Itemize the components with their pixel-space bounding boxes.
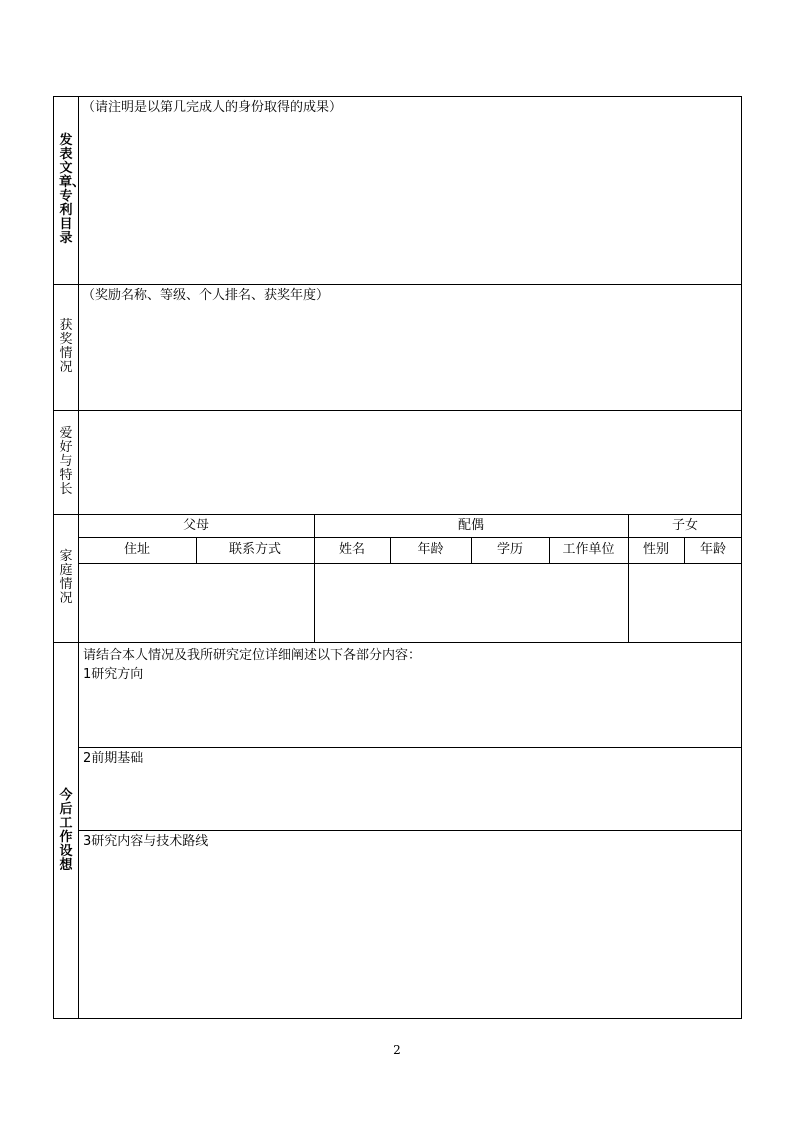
section-divider: [53, 284, 742, 285]
family-col-name: 姓名: [338, 542, 365, 557]
future-item-research-content: 3研究内容与技术路线: [83, 834, 209, 849]
publications-input-area[interactable]: [79, 118, 741, 283]
publications-note: （请注明是以第几完成人的身份取得的成果）: [82, 100, 343, 115]
family-group-spouse: 配偶: [457, 518, 484, 533]
future-intro: 请结合本人情况及我所研究定位详细阐述以下各部分内容：: [83, 648, 422, 663]
family-col-employer: 工作单位: [562, 542, 615, 557]
family-col-age: 年龄: [417, 542, 444, 557]
family-header-divider: [78, 537, 742, 538]
page-number: 2: [393, 1043, 401, 1057]
family-col-address: 住址: [123, 542, 150, 557]
family-spouse-input[interactable]: [315, 564, 628, 641]
awards-input-area[interactable]: [79, 306, 741, 409]
family-group-parents: 父母: [182, 518, 209, 533]
family-col-child-age: 年龄: [699, 542, 726, 557]
awards-label: 获奖情况: [59, 318, 73, 375]
family-label: 家庭情况: [59, 549, 73, 606]
publications-label: 发表文章、专利目录: [59, 133, 86, 246]
hobbies-label: 爱好与特长: [59, 426, 73, 497]
research-direction-input[interactable]: [79, 685, 741, 746]
family-parents-input[interactable]: [79, 564, 314, 641]
family-col-gender: 性别: [642, 542, 669, 557]
family-group-children: 子女: [671, 518, 698, 533]
family-children-input[interactable]: [629, 564, 741, 641]
future-subsection-divider: [78, 747, 742, 748]
section-divider: [53, 642, 742, 643]
future-label: 今后工作设想: [59, 787, 73, 873]
awards-note: （奖励名称、等级、个人排名、获奖年度）: [82, 288, 330, 303]
preliminary-basis-input[interactable]: [79, 769, 741, 829]
future-item-research-direction: 1研究方向: [83, 667, 144, 682]
family-col-education: 学历: [496, 542, 523, 557]
future-item-preliminary-basis: 2前期基础: [83, 751, 144, 766]
hobbies-input-area[interactable]: [79, 411, 741, 513]
research-content-input[interactable]: [79, 852, 741, 1018]
future-subsection-divider: [78, 830, 742, 831]
family-col-contact: 联系方式: [228, 542, 281, 557]
